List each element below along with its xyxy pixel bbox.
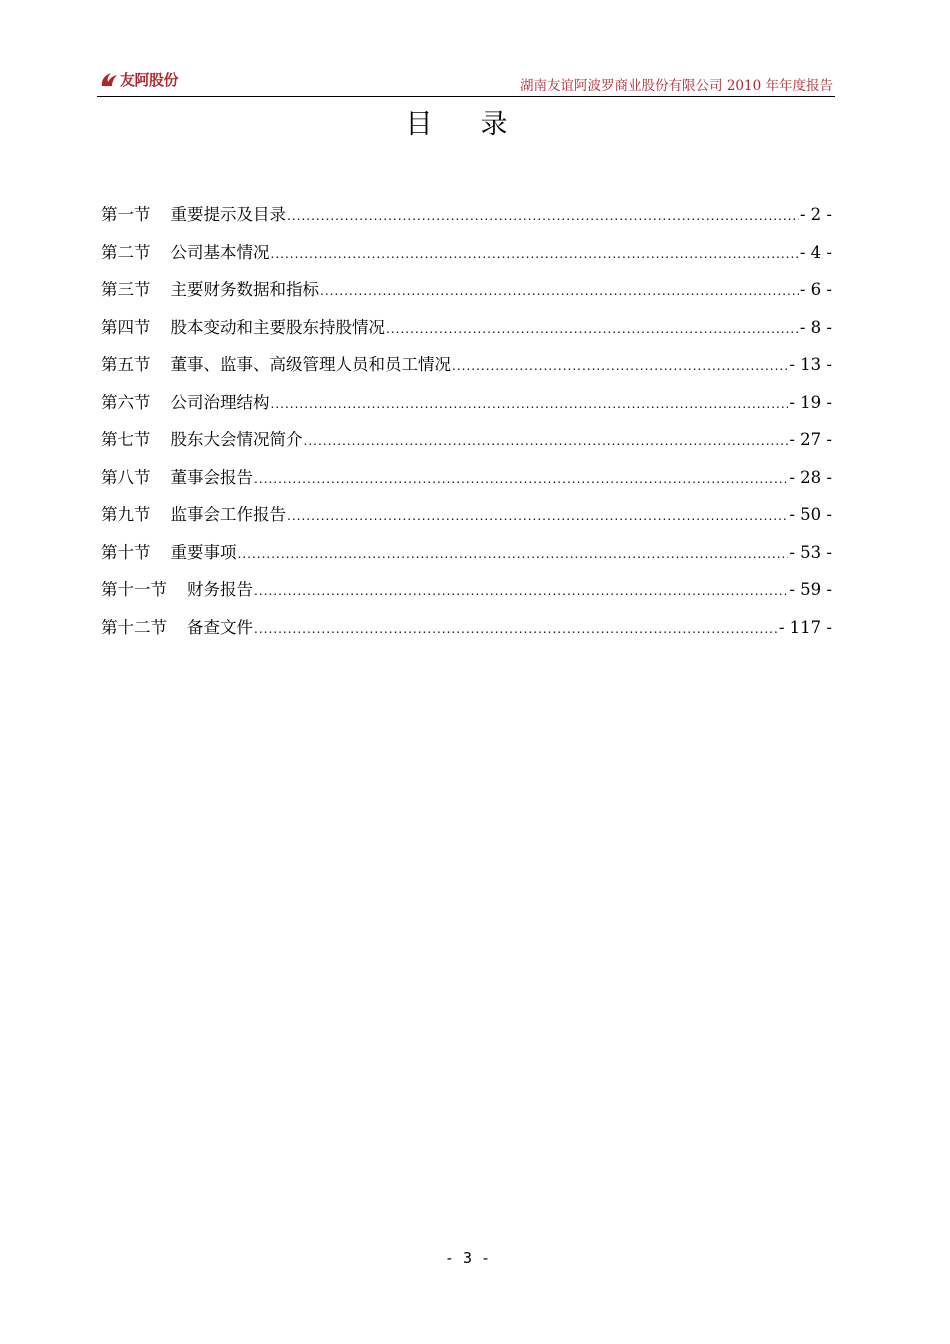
toc-section-name: 公司治理结构 — [170, 392, 270, 412]
toc-leader-dots — [287, 509, 788, 523]
toc-section-name: 主要财务数据和指标 — [170, 280, 319, 299]
toc-leader-dots — [452, 359, 788, 373]
toc-section-name: 备查文件 — [187, 617, 253, 637]
toc-entry[interactable] — [101, 539, 832, 577]
document-title: 目录 — [405, 109, 556, 140]
toc-section-name: 董事、监事、高级管理人员和员工情况 — [170, 355, 451, 374]
toc-entry[interactable] — [101, 501, 832, 539]
toc-section-number: 第一节 — [101, 205, 151, 224]
toc-entry[interactable] — [101, 201, 832, 239]
logo-text: 友阿股份 — [120, 70, 179, 89]
toc-entry[interactable] — [101, 389, 832, 427]
toc-page-number: - 4 - — [799, 242, 832, 262]
toc-section-name: 财务报告 — [187, 580, 253, 599]
toc-section-number: 第十一节 — [101, 580, 167, 599]
toc-section-number: 第八节 — [101, 467, 151, 487]
toc-leader-dots — [238, 547, 789, 561]
toc-entry[interactable] — [101, 614, 832, 652]
toc-leader-dots — [271, 247, 799, 261]
toc-page-number: - 28 - — [789, 467, 832, 487]
toc-leader-dots — [254, 472, 788, 486]
toc-section-number: 第二节 — [101, 242, 151, 262]
toc-entry[interactable] — [101, 276, 832, 314]
toc-page-number: - 13 - — [789, 355, 832, 374]
company-logo — [99, 68, 178, 90]
page-header — [97, 66, 835, 97]
toc-section-number: 第十节 — [101, 542, 151, 562]
toc-page-number: - 19 - — [789, 392, 832, 412]
toc-page-number: - 59 - — [789, 580, 832, 599]
company-logo-icon — [99, 69, 119, 89]
toc-page-number: - 117 - — [778, 617, 832, 637]
toc-section-name: 监事会工作报告 — [170, 505, 286, 524]
toc-section-number: 第九节 — [101, 505, 151, 524]
toc-leader-dots — [254, 622, 778, 636]
toc-entry[interactable] — [101, 239, 832, 277]
toc-page-number: - 8 - — [799, 317, 832, 337]
toc-leader-dots — [304, 434, 789, 448]
toc-entry[interactable] — [101, 426, 832, 464]
toc-page-number: - 2 - — [799, 205, 832, 224]
toc-entry[interactable] — [101, 464, 832, 502]
toc-page-number: - 6 - — [799, 280, 832, 299]
toc-section-number: 第十二节 — [101, 617, 167, 637]
toc-leader-dots — [386, 322, 799, 336]
toc-section-name: 股本变动和主要股东持股情况 — [170, 317, 385, 337]
table-of-contents — [101, 201, 832, 651]
toc-section-name: 公司基本情况 — [170, 242, 270, 262]
toc-section-name: 重要事项 — [170, 542, 237, 562]
toc-page-number: - 53 - — [789, 542, 832, 562]
toc-section-number: 第三节 — [101, 280, 151, 299]
toc-leader-dots — [254, 584, 788, 598]
toc-page-number: - 50 - — [789, 505, 832, 524]
toc-leader-dots — [271, 397, 789, 411]
toc-entry[interactable] — [101, 351, 832, 389]
toc-entry[interactable] — [101, 576, 832, 614]
toc-page-number: - 27 - — [789, 430, 832, 449]
toc-entry[interactable] — [101, 314, 832, 352]
toc-section-name: 董事会报告 — [170, 467, 253, 487]
toc-leader-dots — [320, 284, 799, 298]
report-title: 湖南友谊阿波罗商业股份有限公司 2010 年年度报告 — [520, 78, 833, 94]
toc-section-number: 第六节 — [101, 392, 151, 412]
toc-section-name: 重要提示及目录 — [170, 205, 286, 224]
toc-section-number: 第七节 — [101, 430, 151, 449]
toc-section-number: 第五节 — [101, 355, 151, 374]
toc-leader-dots — [287, 209, 799, 223]
toc-section-number: 第四节 — [101, 317, 151, 337]
page-number: - 3 - — [444, 1249, 491, 1267]
toc-section-name: 股东大会情况简介 — [170, 430, 303, 449]
